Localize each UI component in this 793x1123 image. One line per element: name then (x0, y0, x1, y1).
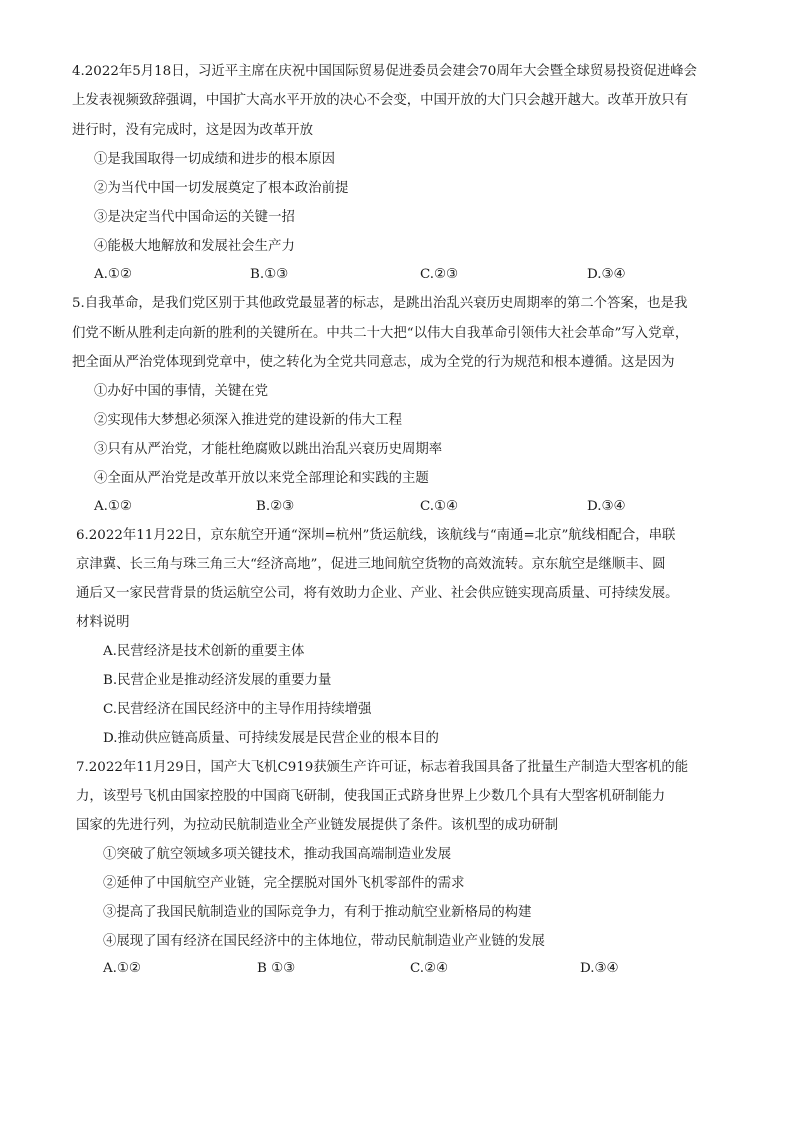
question-4-choices (0, 266, 793, 284)
question-6-stem-line-4: 材料说明 (76, 615, 130, 630)
question-5-statement-4: ④全面从严治党是改革开放以来党全部理论和实践的主题 (94, 471, 429, 486)
question-5-statement-2: ②实现伟大梦想必须深入推进党的建设新的伟大工程 (94, 413, 402, 428)
question-7-statement-4: ④展现了国有经济在国民经济中的主体地位，带动民航制造业产业链的发展 (103, 934, 545, 949)
question-4-statement-4: ④能极大地解放和发展社会生产力 (94, 239, 295, 254)
question-6-stem-line-3: 通后又一家民营背景的货运航空公司，将有效助力企业、产业、社会供应链实现高质量、可持续发展。 (76, 586, 679, 601)
question-7-choice-a[interactable]: A.①② (103, 961, 141, 976)
question-7-statement-1: ①突破了航空领域多项关键技术，推动我国高端制造业发展 (103, 847, 452, 862)
question-5-choice-b[interactable]: B.②③ (256, 499, 295, 514)
question-7-statement-2: ②延伸了中国航空产业链，完全摆脱对国外飞机零部件的需求 (103, 876, 465, 891)
question-5-choice-a[interactable]: A.①② (94, 499, 132, 514)
question-5-statement-3: ③只有从严治党，才能杜绝腐败以跳出治乱兴衰历史周期率 (94, 442, 443, 457)
question-4-statement-3: ③是决定当代中国命运的关键一招 (94, 210, 295, 225)
question-5-stem-line-3: 把全面从严治党体现到党章中，使之转化为全党共同意志，成为全党的行为规范和根本遵循。这是因为 (72, 355, 675, 370)
question-4-choice-c[interactable]: C.②③ (420, 267, 459, 282)
question-7-choices (0, 960, 793, 978)
question-7-choice-c[interactable]: C.②④ (410, 961, 449, 976)
question-6-option-d[interactable]: D.推动供应链高质量、可持续发展是民营企业的根本目的 (103, 731, 439, 746)
question-4-stem-line-2: 上发表视频致辞强调，中国扩大高水平开放的决心不会变，中国开放的大门只会越开越大。改革开放只有 (72, 93, 688, 108)
question-5-stem-line-1: 5.自我革命，是我们党区别于其他政党最显著的标志，是跳出治乱兴衰历史周期率的第二个答案，也是我 (72, 296, 688, 311)
question-6-option-b[interactable]: B.民营企业是推动经济发展的重要力量 (103, 673, 332, 688)
question-7-stem-line-2: 力，该型号飞机由国家控股的中国商飞研制，使我国正式跻身世界上少数几个具有大型客机研制能力 (76, 789, 666, 804)
question-4-stem-line-1: 4.2022年5月18日，习近平主席在庆祝中国国际贸易促进委员会建会70周年大会暨全球贸易投资促进峰会 (72, 64, 698, 79)
question-6-stem-line-2: 京津冀、长三角与珠三角三大“经济高地”，促进三地间航空货物的高效流转。京东航空是继顺丰、圆 (76, 557, 666, 572)
question-4-statement-1: ①是我国取得一切成绩和进步的根本原因 (94, 152, 336, 167)
question-5-choice-c[interactable]: C.①④ (420, 499, 459, 514)
question-6-stem-line-1: 6.2022年11月22日，京东航空开通“深圳=杭州”货运航线，该航线与“南通=北京”航线相配合，串联 (76, 528, 676, 543)
question-4-choice-b[interactable]: B.①③ (250, 267, 289, 282)
question-5-choice-d[interactable]: D.③④ (587, 499, 626, 514)
question-7-stem-line-1: 7.2022年11月29日，国产大飞机C919获颁生产许可证，标志着我国具备了批量生产制造大型客机的能 (76, 760, 689, 775)
question-4-choice-a[interactable]: A.①② (94, 267, 132, 282)
question-7-statement-3: ③提高了我国民航制造业的国际竞争力，有利于推动航空业新格局的构建 (103, 905, 532, 920)
question-4-choice-d[interactable]: D.③④ (587, 267, 626, 282)
question-5-stem-line-2: 们党不断从胜利走向新的胜利的关键所在。中共二十大把“以伟大自我革命引领伟大社会革命”写入党章， (72, 326, 689, 341)
question-4-statement-2: ②为当代中国一切发展奠定了根本政治前提 (94, 181, 349, 196)
question-6-option-c[interactable]: C.民营经济在国民经济中的主导作用持续增强 (103, 702, 372, 717)
question-6-option-a[interactable]: A.民营经济是技术创新的重要主体 (103, 644, 305, 659)
question-5-choices (0, 498, 793, 516)
question-5-statement-1: ①办好中国的事情，关键在党 (94, 384, 269, 399)
question-7-choice-d[interactable]: D.③④ (580, 961, 619, 976)
question-7-stem-line-3: 国家的先进行列，为拉动民航制造业全产业链发展提供了条件。该机型的成功研制 (76, 818, 559, 833)
question-7-choice-b[interactable]: B ①③ (257, 961, 296, 976)
question-4-stem-line-3: 进行时，没有完成时，这是因为改革开放 (72, 123, 314, 138)
